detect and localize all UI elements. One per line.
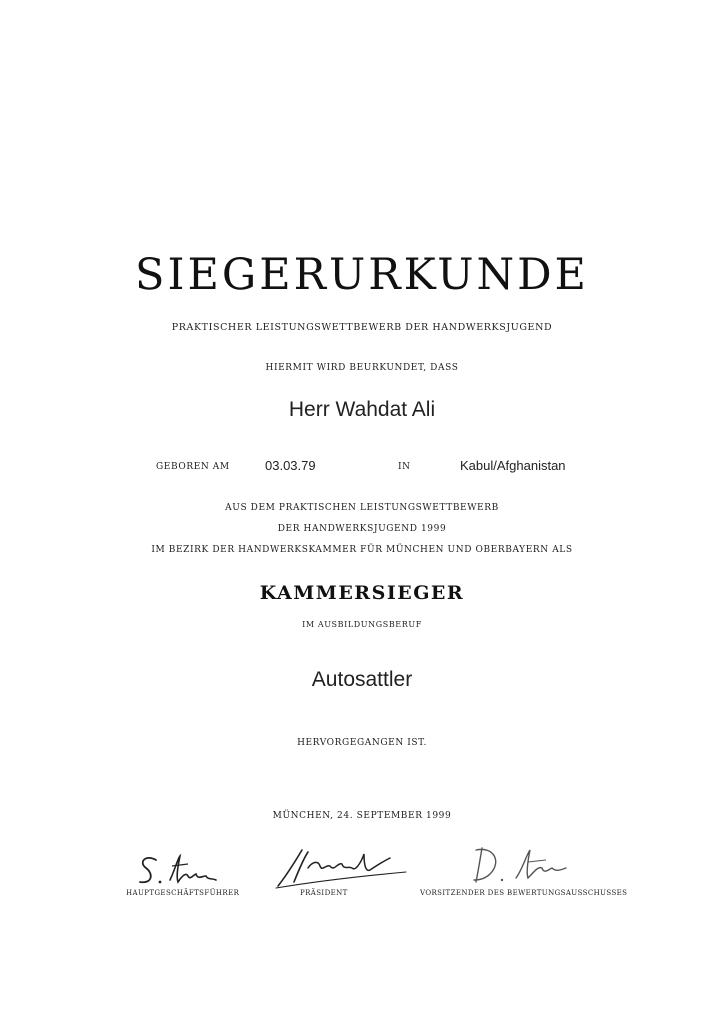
place-and-date: MÜNCHEN, 24. SEPTEMBER 1999 — [272, 811, 452, 821]
signature-3-label: VORSITZENDER DES BEWERTUNGSAUSSCHUSSES — [420, 889, 628, 897]
certificate-subtitle: PRAKTISCHER LEISTUNGSWETTBEWERB DER HANDWERKSJUGEND — [171, 322, 553, 333]
birth-date: 03.03.79 — [265, 458, 316, 473]
signature-2-icon — [272, 842, 412, 892]
competition-line-2: DER HANDWERKSJUGEND 1999 — [277, 524, 447, 534]
profession: Autosattler — [311, 668, 413, 691]
competition-line-3: IM BEZIRK DER HANDWERKSKAMMER FÜR MÜNCHEN UND OBERBAYERN ALS — [151, 545, 573, 555]
closing-statement: HERVORGEGANGEN IST. — [297, 738, 427, 748]
certification-statement: HIERMIT WIRD BEURKUNDET, DASS — [265, 363, 459, 373]
signature-2-label: PRÄSIDENT — [300, 889, 348, 897]
recipient-name: Herr Wahdat Ali — [288, 398, 436, 421]
birth-place: Kabul/Afghanistan — [460, 458, 566, 473]
birth-place-label: IN — [398, 462, 411, 472]
signature-3-icon — [468, 842, 578, 888]
award-title: KAMMERSIEGER — [259, 582, 465, 604]
certificate-title: SIEGERURKUNDE — [135, 250, 589, 300]
signature-1-label: HAUPTGESCHÄFTSFÜHRER — [126, 889, 240, 897]
signature-1-icon — [130, 846, 240, 894]
birth-details — [0, 458, 724, 478]
competition-line-1: AUS DEM PRAKTISCHEN LEISTUNGSWETTBEWERB — [225, 503, 499, 513]
profession-label: IM AUSBILDUNGSBERUF — [302, 620, 422, 629]
birth-date-label: GEBOREN AM — [156, 462, 230, 472]
